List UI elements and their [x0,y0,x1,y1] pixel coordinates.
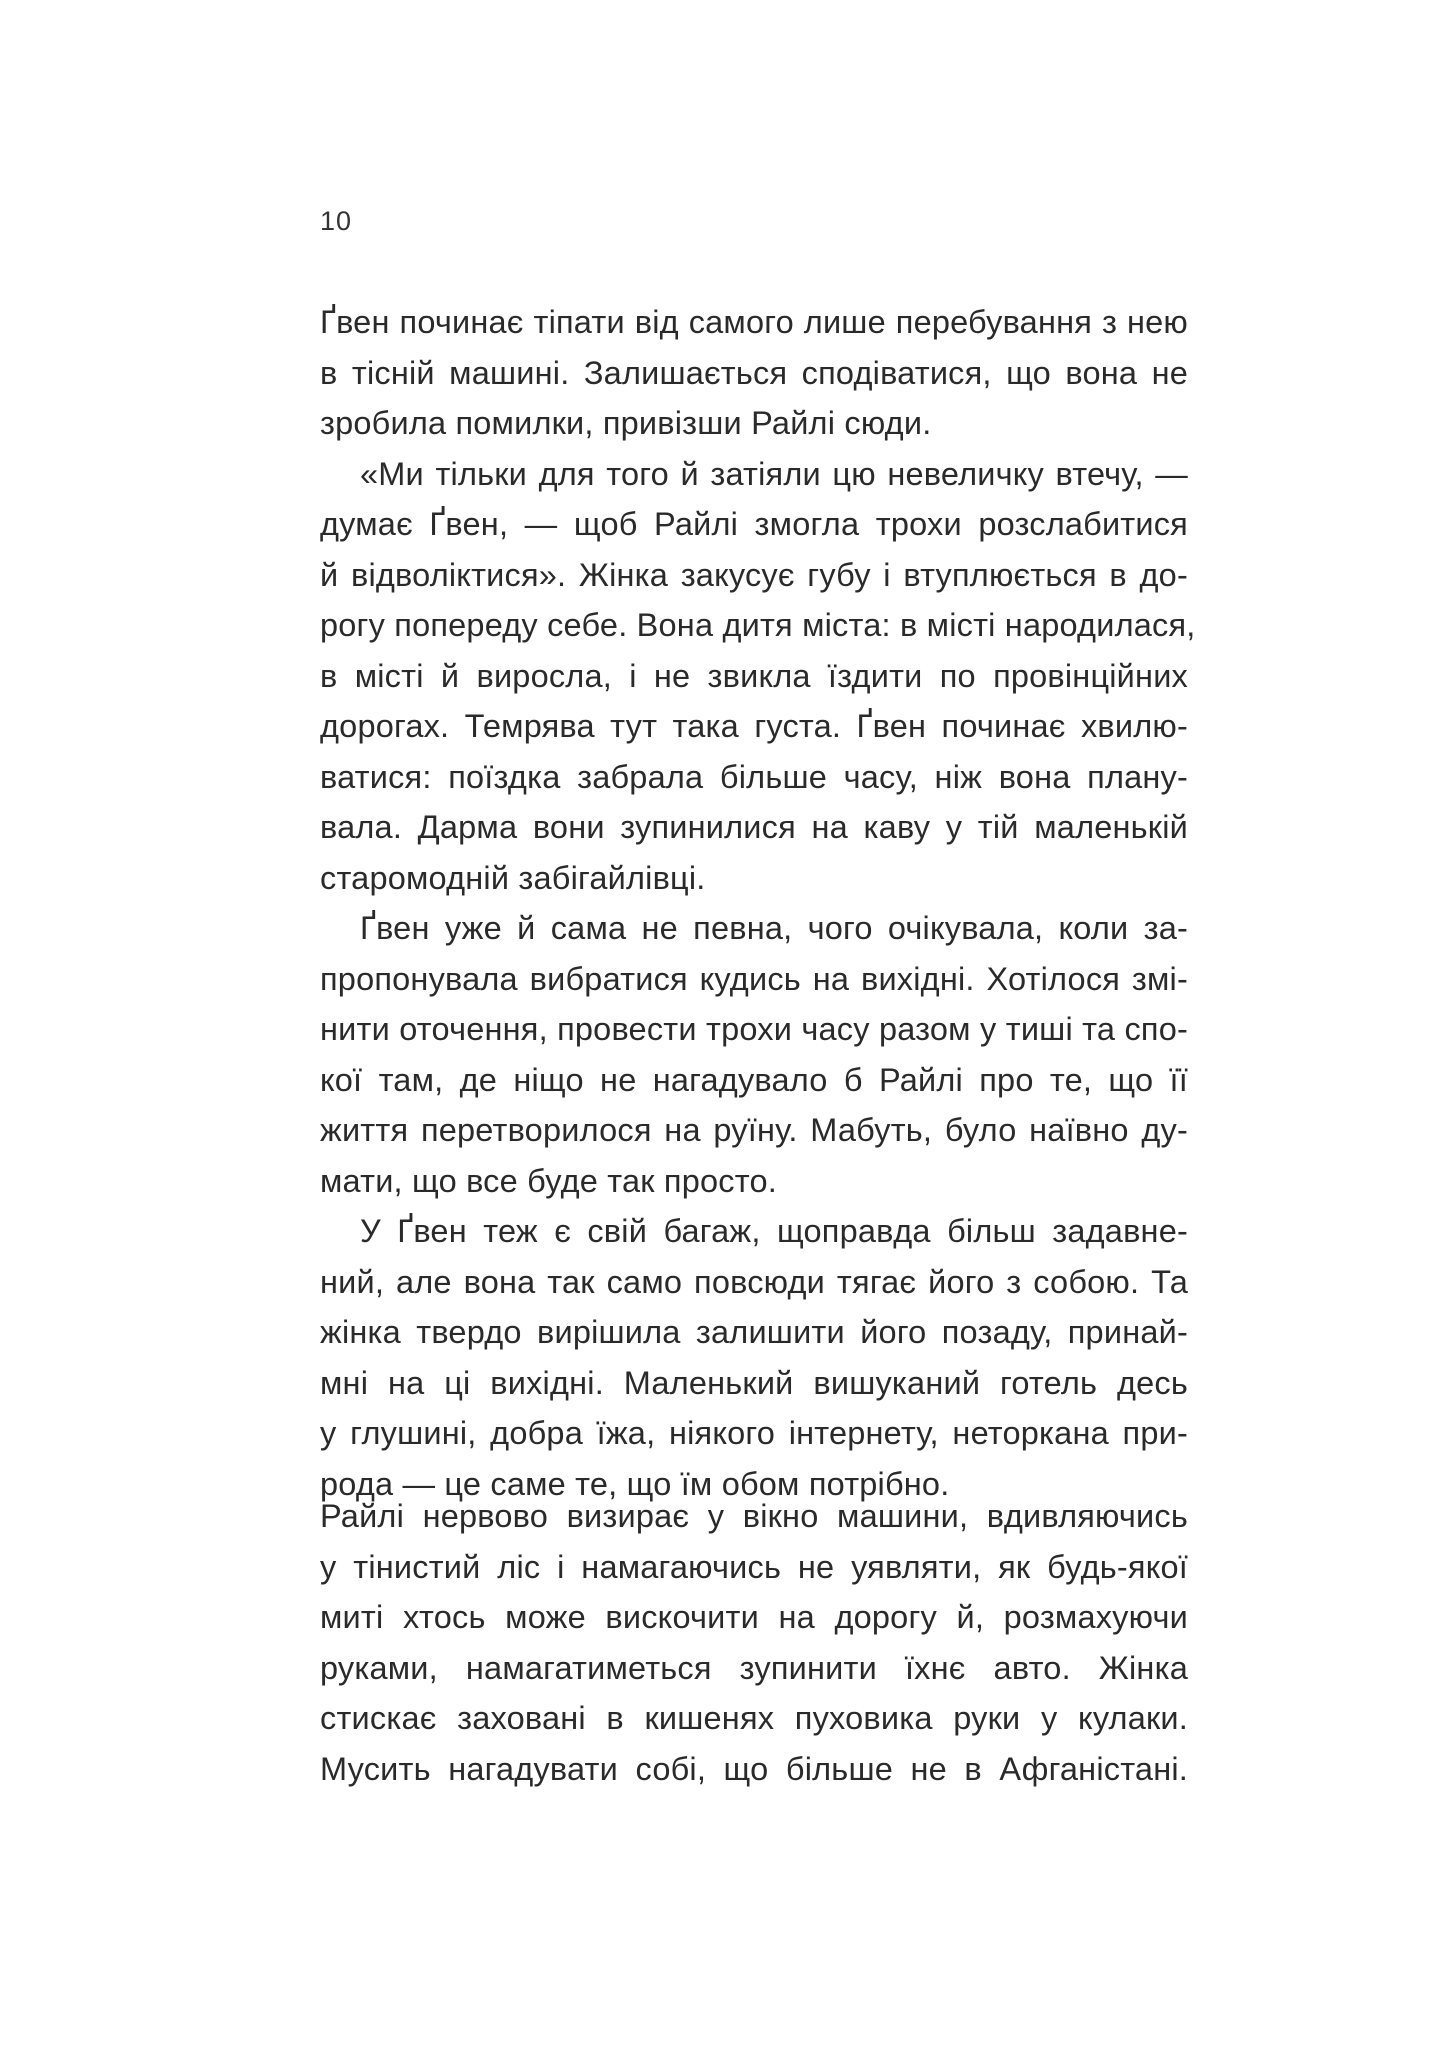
text-line: рогу попереду себе. Вона дитя міста: в місті народилася, [320,607,1196,643]
text-line: У Ґвен теж є свій багаж, щоправда більш задавне- [360,1213,1188,1249]
text-line: й відволіктися». Жінка закусує губу і втуплюється в до- [320,556,1188,593]
text-line: миті хтось може вискочити на дорогу й, розмахуючи [320,1599,1188,1635]
text-line: Ґвен починає тіпати від самого лише перебування з нею [320,304,1188,340]
text-block-2 [320,1491,1188,1794]
text-line: руками, намагатиметься зупинити їхнє авто. Жінка [320,1649,1188,1686]
text-line: кої там, де ніщо не нагадувало б Райлі про те, що її [320,1061,1188,1098]
text-line: рода — це саме те, що їм обом потрібно. [320,1465,950,1502]
page-number: 10 [320,206,353,236]
text-line: життя перетворилося на руїну. Мабуть, було наївно ду- [320,1112,1188,1148]
text-line: мати, що все буде так просто. [320,1162,777,1199]
text-line: старомодній забігайлівці. [320,859,706,896]
text-line: дорогах. Темрява тут така густа. Ґвен починає хвилю- [320,708,1188,744]
text-line: нити оточення, провести трохи часу разом у тиші та спо- [320,1011,1188,1047]
text-line: у тінистий ліс і намагаючись не уявляти, як будь-якої [320,1548,1188,1585]
text-block-1 [320,297,1196,1509]
text-line: в місті й виросла, і не звикла їздити по провінційних [320,657,1188,694]
text-line: Ґвен уже й сама не певна, чого очікувала, коли за- [360,910,1188,946]
text-line: у глушині, добра їжа, ніякого інтернету, неторкана при- [320,1415,1188,1451]
text-line: Райлі нервово визирає у вікно машини, вдивляючись [320,1498,1188,1534]
text-line: ватися: поїздка забрала більше часу, ніж вона плану- [320,758,1188,795]
text-line: «Ми тільки для того й затіяли цю невеличку втечу, — [360,455,1188,492]
text-line: жінка твердо вирішила залишити його позаду, принай- [320,1314,1188,1350]
text-line: думає Ґвен, — щоб Райлі змогла трохи розслабитися [320,506,1188,542]
text-line: мні на ці вихідні. Маленький вишуканий готель десь [320,1364,1188,1401]
text-line: Мусить нагадувати собі, що більше не в Афганістані. [320,1750,1188,1787]
text-line: стискає заховані в кишенях пуховика руки у кулаки. [320,1700,1188,1736]
text-line: в тісній машині. Залишається сподіватися, що вона не [320,354,1188,391]
text-line: пропонувала вибратися кудись на вихідні. Хотілося змі- [320,960,1188,997]
text-line: вала. Дарма вони зупинилися на каву у тій маленькій [320,809,1188,845]
text-line: зробила помилки, привізши Райлі сюди. [320,405,932,441]
text-line: ний, але вона так само повсюди тягає його з собою. Та [320,1263,1188,1300]
